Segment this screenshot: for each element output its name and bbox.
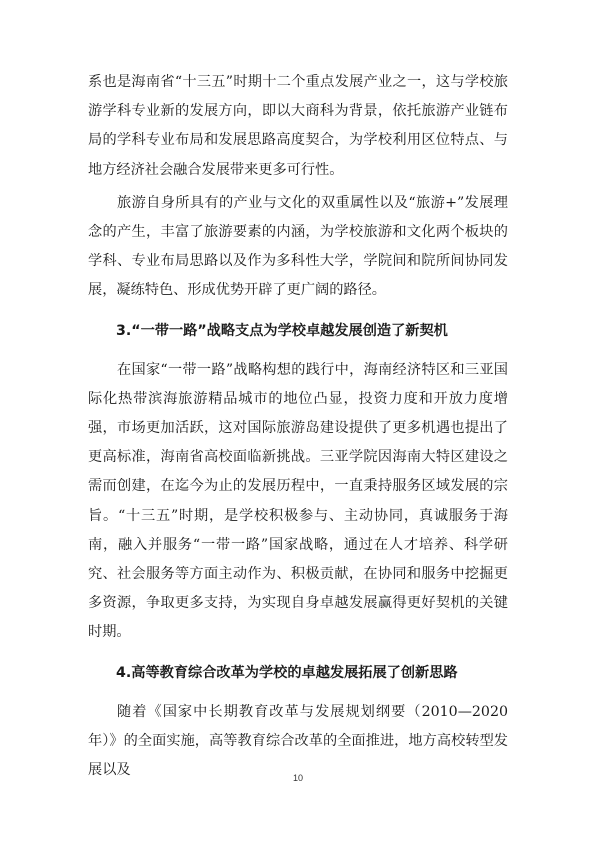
- page-body: [88, 68, 508, 785]
- section-heading: 3.“一带一路”战略支点为学校卓越发展创造了新契机: [116, 322, 448, 339]
- body-paragraph: 在国家“一带一路”战略构想的践行中，海南经济特区和三亚国际化热带滨海旅游精品城市的地位凸显，投资力度和开放力度增强，市场更加活跃，这对国际旅游岛建设提供了更多机遇也提出了更高标准，海南省高校面临新挑战。三亚学院因海南大特区建设之需而创建，在迄今为止的发展历程中，一直秉持服务区域发展的宗旨。“十三五”时期，是学校积极参与、主动协同，真诚服务于海南，融入并服务“一带一路”国家战略，通过在人才培养、科学研究、社会服务等方面主动作为、积极贡献，在协同和服务中挖掘更多资源，争取更多支持，为实现自身卓越发展赢得更好契机的关键时期。: [88, 361, 508, 641]
- section-heading: 4.高等教育综合改革为学校的卓越发展拓展了创新思路: [116, 664, 458, 681]
- body-paragraph: 旅游自身所具有的产业与文化的双重属性以及“旅游+”发展理念的产生，丰富了旅游要素的内涵，为学校旅游和文化两个板块的学科、专业布局思路以及作为多科性大学，学院间和院所间协同发展，凝练特色、形成优势开辟了更广阔的路径。: [88, 194, 508, 299]
- body-paragraph: 随着《国家中长期教育改革与发展规划纲要（2010—2020 年）》的全面实施，高等教育综合改革的全面推进，地方高校转型发展以及: [88, 703, 508, 779]
- page-number: 10: [292, 773, 303, 783]
- body-paragraph: 系也是海南省“十三五”时期十二个重点发展产业之一，这与学校旅游学科专业新的发展方向，即以大商科为背景，依托旅游产业链布局的学科专业布局和发展思路高度契合，为学校利用区位特点、与地方经济社会融合发展带来更多可行性。: [88, 74, 508, 178]
